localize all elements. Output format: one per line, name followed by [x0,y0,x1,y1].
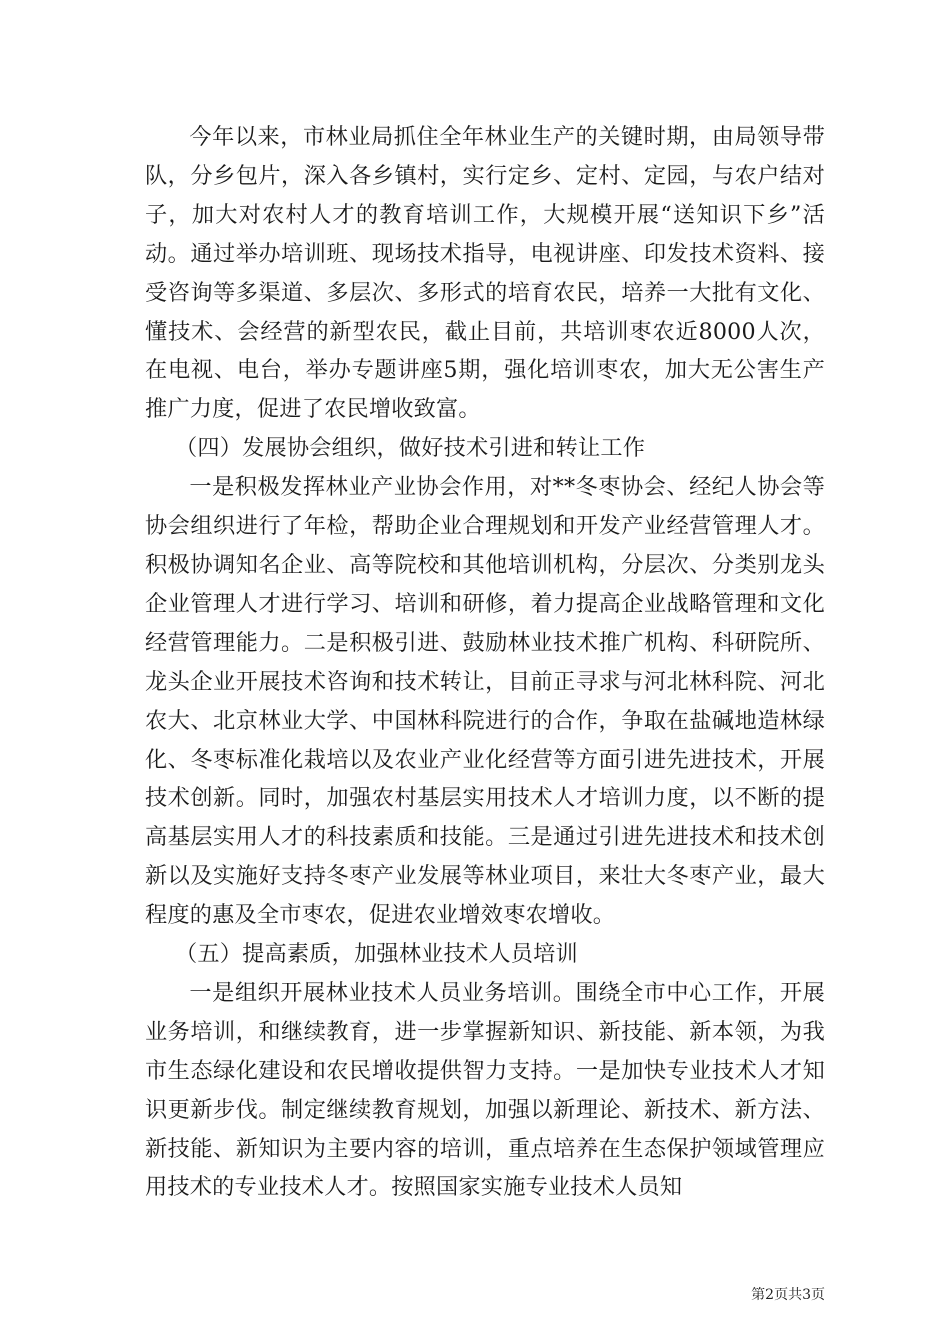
document-body [145,118,825,1207]
section-heading-4: （四）发展协会组织，做好技术引进和转让工作 [174,435,646,462]
paragraph-associations: 一是积极发挥林业产业协会作用，对**冬枣协会、经纪人协会等协会组织进行了年检，帮助企业合理规划和开发产业经营管理人才。积极协调知名企业、高等院校和其他培训机构，分层次、分类别龙头企业管理人才进行学习、培训和研修，着力提高企业战略管理和文化经营管理能力。二是积极引进、鼓励林业技术推广机构、科研院所、龙头企业开展技术咨询和技术转让，目前正寻求与河北林科院、河北农大、北京林业大学、中国林科院进行的合作，争取在盐碱地造林绿化、冬枣标准化栽培以及农业产业化经营等方面引进先进技术，开展技术创新。同时，加强农村基层实用技术人才培训力度，以不断的提高基层实用人才的科技素质和技能。三是通过引进先进技术和技术创新以及实施好支持冬枣产业发展等林业项目，来壮大冬枣产业，最大程度的惠及全市枣农，促进农业增效枣农增收。 [145,474,825,929]
paragraph-technician-training: 一是组织开展林业技术人员业务培训。围绕全市中心工作，开展业务培训，和继续教育，进一步掌握新知识、新技能、新本领，为我市生态绿化建设和农民增收提供智力支持。一是加快专业技术人才知识更新步伐。制定继续教育规划，加强以新理论、新技术、新方法、新技能、新知识为主要内容的培训，重点培养在生态保护领域管理应用技术的专业技术人才。按照国家实施专业技术人员知 [145,979,825,1201]
page-number-footer: 第2页共3页 [751,1287,825,1303]
section-heading-5: （五）提高素质，加强林业技术人员培训 [174,941,578,968]
paragraph-training-farmers: 今年以来，市林业局抓住全年林业生产的关键时期，由局领导带队，分乡包片，深入各乡镇村，实行定乡、定村、定园，与农户结对子，加大对农村人才的教育培训工作，大规模开展“送知识下乡”活动。通过举办培训班、现场技术指导，电视讲座、印发技术资料、接受咨询等多渠道、多层次、多形式的培育农民，培养一大批有文化、懂技术、会经营的新型农民，截止目前，共培训枣农近8000人次，在电视、电台，举办专题讲座5期，强化培训枣农，加大无公害生产推广力度，促进了农民增收致富。 [145,124,825,423]
